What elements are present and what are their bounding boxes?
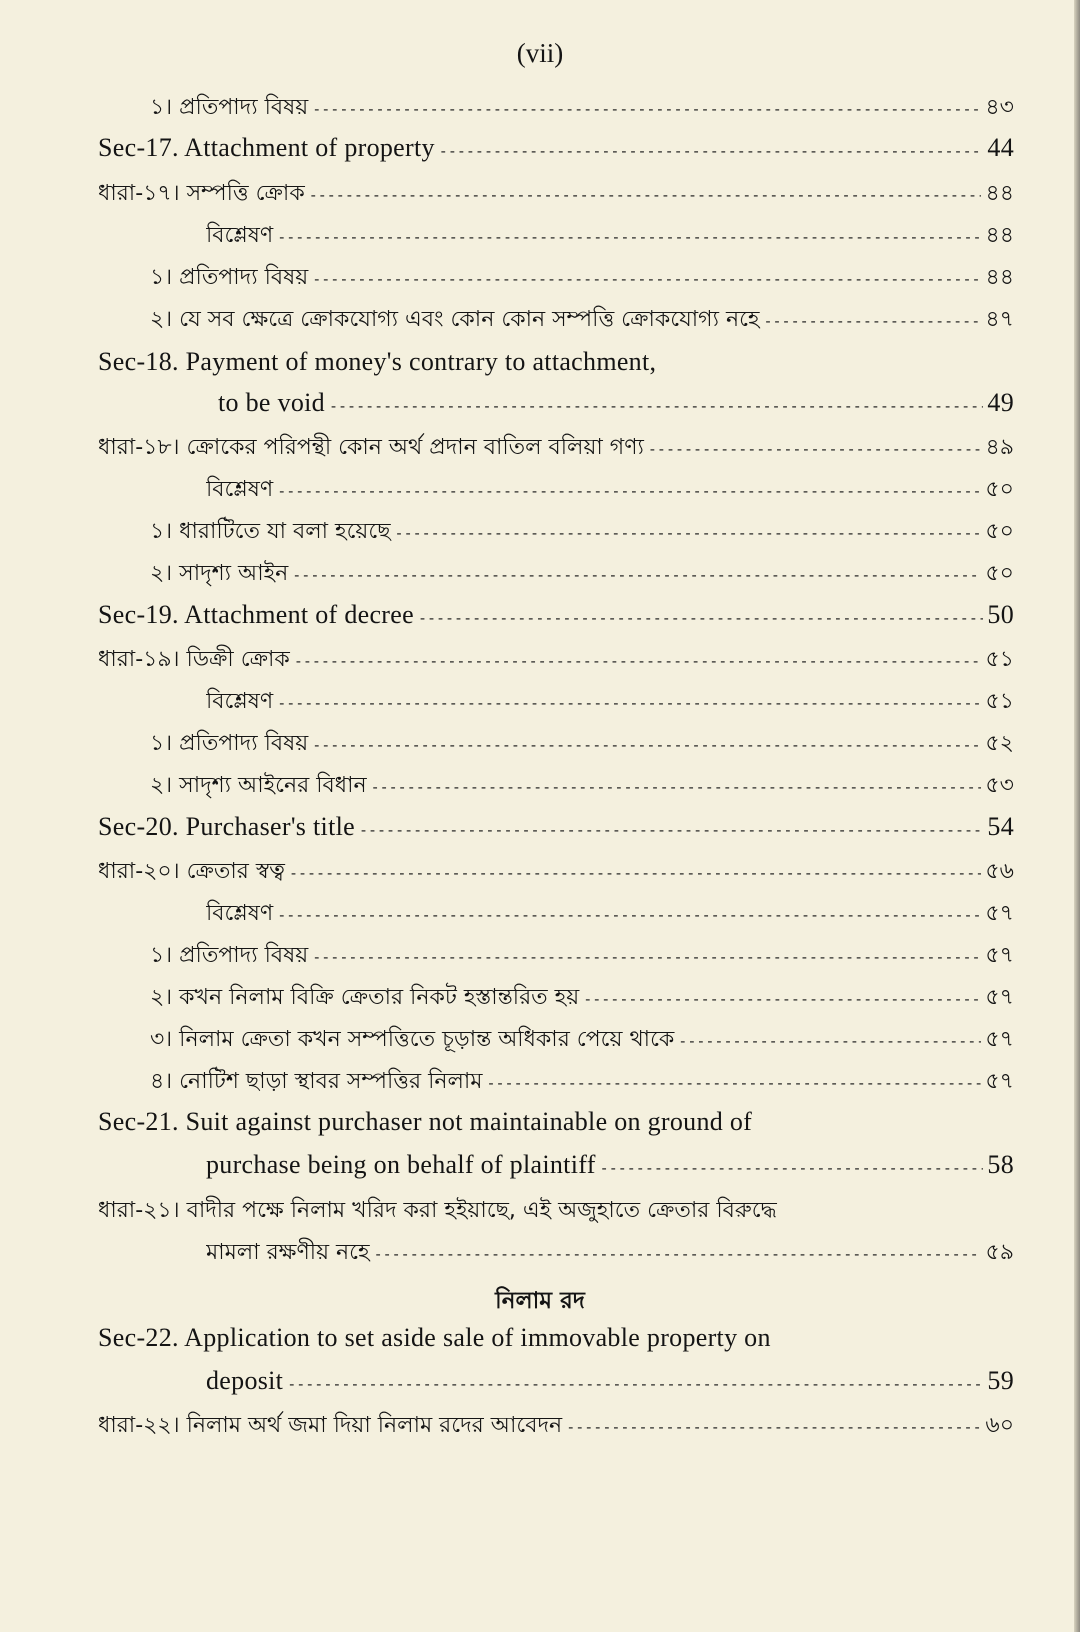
toc-entry (0, 896, 1080, 936)
toc-entry-page: 50 (987, 600, 1014, 629)
toc-entry (0, 218, 1080, 258)
leader-dashes (289, 864, 981, 882)
toc-entry (0, 430, 1080, 470)
toc-entry-page: 54 (987, 812, 1014, 841)
toc-entry-title: ধারা-২০। ক্রেতার স্বত্ব (98, 859, 285, 884)
toc-entry-title: Sec-17. Attachment of property (98, 133, 435, 162)
toc-entry (0, 600, 1080, 640)
toc-entry-title: ধারা-১৭। সম্পত্তি ক্রোক (98, 181, 305, 206)
leader-dashes (294, 652, 982, 670)
toc-entry-title: ধারা-১৯। ডিক্রী ক্রোক (98, 647, 290, 672)
toc-entry-first-line: Sec-21. Suit against purchaser not maintainable on ground of (98, 1107, 753, 1136)
toc-entry-title: ১। প্রতিপাদ্য বিষয় (150, 943, 309, 968)
toc-entry-title: purchase being on behalf of plaintiff (206, 1150, 596, 1179)
leader-dashes (600, 1159, 984, 1177)
toc-entry (0, 854, 1080, 894)
toc-entry (0, 260, 1080, 300)
leader-dashes (648, 440, 982, 458)
toc-entry-title: ২। যে সব ক্ষেত্রে ক্রোকযোগ্য এবং কোন কোন সম্পত্তি ক্রোকযোগ্য নহে (150, 307, 760, 332)
toc-entry-title: বিশ্লেষণ (206, 901, 274, 926)
toc-entry-page: ৫৭ (985, 985, 1014, 1010)
leader-dashes (287, 1375, 983, 1393)
leader-dashes (439, 142, 984, 160)
toc-entry (0, 980, 1080, 1020)
toc-entry-page: ৪৩ (985, 95, 1014, 120)
toc-entry-title: ৩। নিলাম ক্রেতা কখন সম্পত্তিতে চূড়ান্ত অধিকার পেয়ে থাকে (150, 1027, 675, 1052)
leader-dashes (764, 312, 982, 330)
leader-dashes (583, 990, 981, 1008)
toc-entry (0, 726, 1080, 766)
toc-entry (0, 90, 1080, 130)
toc-entry-page: ৫৬ (985, 859, 1014, 884)
toc-entry (0, 768, 1080, 808)
toc-entry-first-line: Sec-18. Payment of money's contrary to attachment, (98, 347, 657, 376)
leader-dashes (277, 694, 981, 712)
section-heading: নিলাম রদ (495, 1288, 585, 1314)
toc-entry-page: 58 (987, 1150, 1014, 1179)
toc-entry-page: ৪৭ (985, 307, 1014, 332)
toc-entry-page: ৪৪ (985, 181, 1014, 206)
toc-entry-title: deposit (206, 1366, 284, 1395)
toc-entry (0, 472, 1080, 512)
toc-entry-title: ১। প্রতিপাদ্য বিষয় (150, 731, 309, 756)
toc-entry-first-line: ধারা-২১। বাদীর পক্ষে নিলাম খরিদ করা হইয়াছে, এই অজুহাতে ক্রেতার বিরুদ্ধে (98, 1198, 777, 1223)
toc-entry-first-line: Sec-22. Application to set aside sale of immovable property on (98, 1323, 771, 1352)
toc-entry-page: ৫৭ (985, 943, 1014, 968)
toc-entry-title: ধারা-১৮। ক্রোকের পরিপন্থী কোন অর্থ প্রদান বাতিল বলিয়া গণ্য (98, 435, 644, 460)
toc-entry-title: ধারা-২২। নিলাম অর্থ জমা দিয়া নিলাম রদের আবেদন (98, 1413, 563, 1438)
toc-entry-page: ৫২ (985, 731, 1014, 756)
toc-entry-page: 49 (987, 388, 1014, 417)
toc-entry-page: ৫১ (985, 647, 1014, 672)
toc-entry-title: ৪। নোটিশ ছাড়া স্থাবর সম্পত্তির নিলাম (150, 1069, 483, 1094)
toc-entry-title: Sec-20. Purchaser's title (98, 812, 355, 841)
leader-dashes (277, 482, 981, 500)
toc-entry-page: 44 (987, 133, 1014, 162)
toc-entry-page: 59 (987, 1366, 1014, 1395)
leader-dashes (487, 1074, 982, 1092)
toc-entry-title: ২। সাদৃশ্য আইন (150, 561, 289, 586)
leader-dashes (277, 228, 981, 246)
toc-entry (0, 133, 1080, 173)
toc-entry (0, 1022, 1080, 1062)
leader-dashes (277, 906, 981, 924)
toc-entry (0, 556, 1080, 596)
toc-entry-title: ১। প্রতিপাদ্য বিষয় (150, 95, 309, 120)
toc-entry (0, 176, 1080, 216)
toc-entry-page: ৫১ (985, 689, 1014, 714)
toc-entry (0, 1366, 1080, 1406)
toc-entry-title: মামলা রক্ষণীয় নহে (206, 1240, 370, 1265)
leader-dashes (418, 609, 983, 627)
toc-entry-page: ৪৪ (985, 223, 1014, 248)
leader-dashes (678, 1032, 981, 1050)
page-number: (vii) (516, 38, 564, 68)
leader-dashes (312, 100, 981, 118)
toc-entry-page: ৫৩ (985, 773, 1014, 798)
toc-entry (0, 938, 1080, 978)
toc-entry (0, 514, 1080, 554)
toc-entry-page: ৫৯ (985, 1240, 1014, 1265)
leader-dashes (312, 270, 981, 288)
page-edge-shadow (1074, 0, 1080, 1632)
toc-entry (0, 1150, 1080, 1190)
leader-dashes (374, 1245, 982, 1263)
toc-entry-title: বিশ্লেষণ (206, 689, 274, 714)
toc-entry (0, 1235, 1080, 1275)
leader-dashes (359, 821, 983, 839)
toc-entry-title: Sec-19. Attachment of decree (98, 600, 414, 629)
toc-entry-page: ৫০ (985, 519, 1014, 544)
toc-entry-page: ৫৭ (985, 1069, 1014, 1094)
toc-entry-title: to be void (218, 388, 325, 417)
toc-entry (0, 684, 1080, 724)
toc-entry-page: ৫৭ (985, 901, 1014, 926)
toc-entry-title: ১। ধারাটিতে যা বলা হয়েছে (150, 519, 391, 544)
toc-entry (0, 302, 1080, 342)
toc-entry-page: ৫০ (985, 561, 1014, 586)
toc-entry (0, 1408, 1080, 1448)
toc-entry-title: ২। সাদৃশ্য আইনের বিধান (150, 773, 367, 798)
leader-dashes (309, 186, 982, 204)
toc-entry (0, 812, 1080, 852)
leader-dashes (395, 524, 982, 542)
toc-entry-page: ৫০ (985, 477, 1014, 502)
toc-entry (0, 642, 1080, 682)
leader-dashes (312, 736, 981, 754)
toc-entry-title: বিশ্লেষণ (206, 477, 274, 502)
leader-dashes (292, 566, 981, 584)
toc-entry (0, 388, 1080, 428)
toc-entry (0, 1064, 1080, 1104)
leader-dashes (312, 948, 981, 966)
toc-entry-title: বিশ্লেষণ (206, 223, 274, 248)
toc-entry-page: ৪৯ (985, 435, 1014, 460)
leader-dashes (371, 778, 982, 796)
leader-dashes (566, 1418, 981, 1436)
toc-entry-page: ৬০ (985, 1413, 1014, 1438)
toc-entry-title: ১। প্রতিপাদ্য বিষয় (150, 265, 309, 290)
toc-entry-title: ২। কখন নিলাম বিক্রি ক্রেতার নিকট হস্তান্তরিত হয় (150, 985, 580, 1010)
toc-entry-page: ৫৭ (985, 1027, 1014, 1052)
leader-dashes (329, 397, 983, 415)
toc-entry-page: ৪৪ (985, 265, 1014, 290)
